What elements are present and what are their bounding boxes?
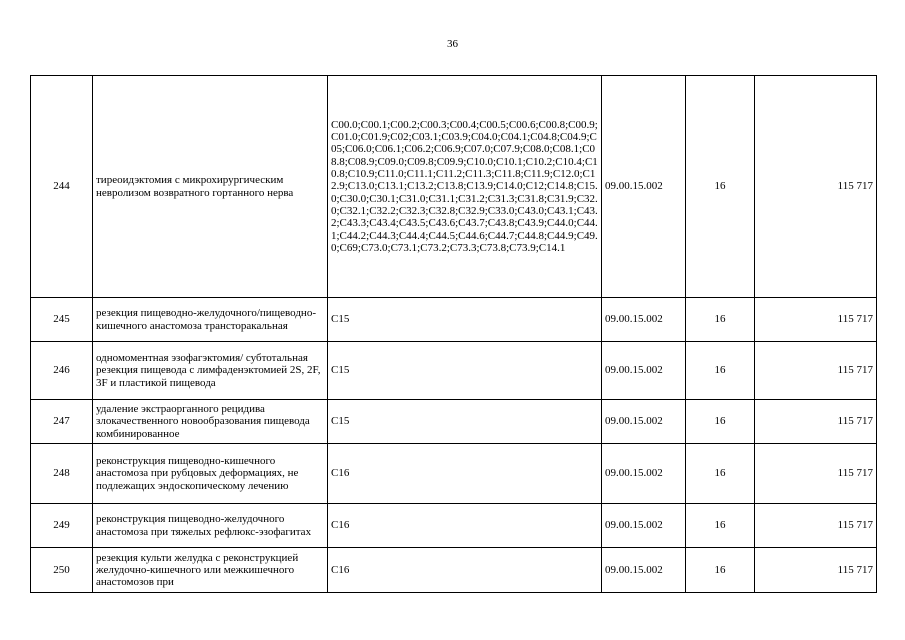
cost-value: 115 717 xyxy=(755,444,877,504)
table-row xyxy=(31,298,877,342)
method-code: 09.00.15.002 xyxy=(602,342,686,400)
diagnosis-codes: C15 xyxy=(328,342,602,400)
row-number: 247 xyxy=(31,400,93,444)
method-code: 09.00.15.002 xyxy=(602,504,686,548)
diagnosis-codes: C00.0;C00.1;C00.2;C00.3;C00.4;C00.5;C00.6;C00.8;C00.9;C01.0;C01.9;C02;C03.1;C03.9;C04.0;C04.1;C04.8;C04.9;C05;C06.0;C06.1;C06.2;C06.9;C07.0;C07.9;C08.0;C08.1;C08.8;C08.9;C09.0;C09.8;C09.9;C10.0;C10.1;C10.2;C10.4;C10.8;C10.9;C11.0;C11.1;C11.2;C11.3;C11.8;C11.9;C12.0;C12.9;C13.0;C13.1;C13.2;C13.8;C13.9;C14.0;C12;C14.8;C15.0;C30.0;C30.1;C31.0;C31.1;C31.2;C31.3;C31.8;C31.9;C32.0;C32.1;C32.2;C32.3;C32.8;C32.9;C33.0;C43.0;C43.1;C43.2;C43.3;C43.4;C43.5;C43.6;C43.7;C43.8;C43.9;C44.0;C44.1;C44.2;C44.3;C44.4;C44.5;C44.6;C44.7;C44.8;C44.9;C49.0;C69;C73.0;C73.1;C73.2;C73.3;C73.8;C73.9;C14.1 xyxy=(328,76,602,298)
table-row xyxy=(31,400,877,444)
table-row xyxy=(31,444,877,504)
row-number: 246 xyxy=(31,342,93,400)
diagnosis-codes: C15 xyxy=(328,400,602,444)
group-number: 16 xyxy=(686,504,755,548)
cost-value: 115 717 xyxy=(755,548,877,593)
table-row xyxy=(31,76,877,298)
method-code: 09.00.15.002 xyxy=(602,76,686,298)
table-row xyxy=(31,504,877,548)
service-name: реконструкция пищеводно-желудочного анастомоза при тяжелых рефлюкс-эзофагитах xyxy=(93,504,328,548)
table-row xyxy=(31,342,877,400)
cost-value: 115 717 xyxy=(755,504,877,548)
table-row xyxy=(31,548,877,593)
services-table xyxy=(30,75,877,593)
page-number: 36 xyxy=(447,38,458,50)
diagnosis-codes: C16 xyxy=(328,504,602,548)
row-number: 248 xyxy=(31,444,93,504)
row-number: 249 xyxy=(31,504,93,548)
row-number: 245 xyxy=(31,298,93,342)
group-number: 16 xyxy=(686,548,755,593)
cost-value: 115 717 xyxy=(755,342,877,400)
row-number: 244 xyxy=(31,76,93,298)
service-name: одномоментная эзофагэктомия/ субтотальная резекция пищевода с лимфаденэктомией 2S, 2F, 3F и пластикой пищевода xyxy=(93,342,328,400)
group-number: 16 xyxy=(686,76,755,298)
cost-value: 115 717 xyxy=(755,76,877,298)
service-name: тиреоидэктомия с микрохирургическим невролизом возвратного гортанного нерва xyxy=(93,76,328,298)
cost-value: 115 717 xyxy=(755,400,877,444)
method-code: 09.00.15.002 xyxy=(602,298,686,342)
row-number: 250 xyxy=(31,548,93,593)
group-number: 16 xyxy=(686,400,755,444)
diagnosis-codes: C15 xyxy=(328,298,602,342)
service-name: удаление экстраорганного рецидива злокачественного новообразования пищевода комбинированное xyxy=(93,400,328,444)
method-code: 09.00.15.002 xyxy=(602,548,686,593)
group-number: 16 xyxy=(686,342,755,400)
service-name: реконструкция пищеводно-кишечного анастомоза при рубцовых деформациях, не подлежащих эндоскопическому лечению xyxy=(93,444,328,504)
group-number: 16 xyxy=(686,298,755,342)
method-code: 09.00.15.002 xyxy=(602,400,686,444)
diagnosis-codes: C16 xyxy=(328,548,602,593)
cost-value: 115 717 xyxy=(755,298,877,342)
method-code: 09.00.15.002 xyxy=(602,444,686,504)
service-name: резекция пищеводно-желудочного/пищеводно-кишечного анастомоза трансторакальная xyxy=(93,298,328,342)
service-name: резекция культи желудка с реконструкцией желудочно-кишечного или межкишечного анастомозов при xyxy=(93,548,328,593)
diagnosis-codes: C16 xyxy=(328,444,602,504)
group-number: 16 xyxy=(686,444,755,504)
